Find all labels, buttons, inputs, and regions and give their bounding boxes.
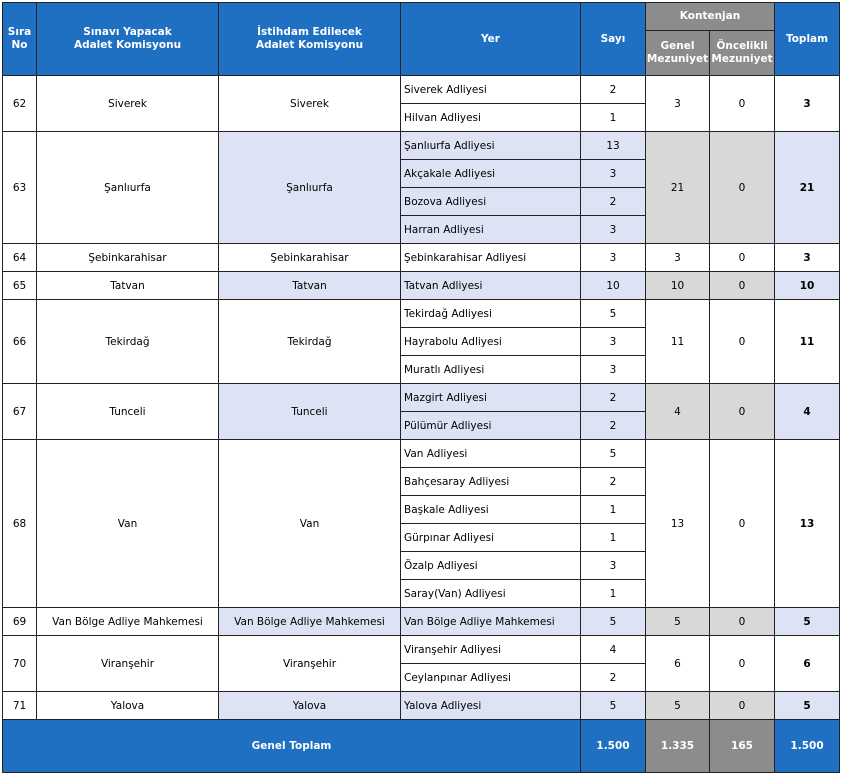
sinavi-yapacak-komisyon-cell: Van bbox=[37, 440, 219, 608]
header-sayi: Sayı bbox=[581, 3, 646, 76]
sayi-cell: 5 bbox=[581, 692, 646, 720]
table-row bbox=[3, 244, 840, 272]
oncelikli-mezuniyet-cell: 0 bbox=[710, 244, 775, 272]
sayi-cell: 1 bbox=[581, 104, 646, 132]
total-sayi: 1.500 bbox=[581, 720, 646, 773]
istihdam-komisyon-cell: Van bbox=[219, 440, 401, 608]
toplam-cell: 4 bbox=[775, 384, 840, 440]
yer-cell: Yalova Adliyesi bbox=[401, 692, 581, 720]
oncelikli-mezuniyet-cell: 0 bbox=[710, 636, 775, 692]
istihdam-komisyon-cell: Şebinkarahisar bbox=[219, 244, 401, 272]
sinavi-yapacak-komisyon-cell: Yalova bbox=[37, 692, 219, 720]
sayi-cell: 3 bbox=[581, 216, 646, 244]
sayi-cell: 4 bbox=[581, 636, 646, 664]
kontenjan-table bbox=[2, 2, 840, 773]
genel-mezuniyet-cell: 4 bbox=[646, 384, 710, 440]
total-oncelikli: 165 bbox=[710, 720, 775, 773]
sira-no-cell: 67 bbox=[3, 384, 37, 440]
toplam-cell: 13 bbox=[775, 440, 840, 608]
sayi-cell: 3 bbox=[581, 356, 646, 384]
yer-cell: Bahçesaray Adliyesi bbox=[401, 468, 581, 496]
table-row bbox=[3, 384, 840, 412]
sayi-cell: 13 bbox=[581, 132, 646, 160]
oncelikli-mezuniyet-cell: 0 bbox=[710, 440, 775, 608]
yer-cell: Pülümür Adliyesi bbox=[401, 412, 581, 440]
sayi-cell: 2 bbox=[581, 76, 646, 104]
sayi-cell: 3 bbox=[581, 328, 646, 356]
genel-mezuniyet-cell: 3 bbox=[646, 244, 710, 272]
istihdam-komisyon-cell: Van Bölge Adliye Mahkemesi bbox=[219, 608, 401, 636]
table-row bbox=[3, 272, 840, 300]
header-kontenjan: Kontenjan bbox=[646, 3, 775, 31]
genel-mezuniyet-cell: 13 bbox=[646, 440, 710, 608]
table-row bbox=[3, 440, 840, 468]
header-sinavi-yapacak-komisyon: Sınavı Yapacak Adalet Komisyonu bbox=[37, 3, 219, 76]
sinavi-yapacak-komisyon-cell: Şebinkarahisar bbox=[37, 244, 219, 272]
istihdam-komisyon-cell: Yalova bbox=[219, 692, 401, 720]
yer-cell: Mazgirt Adliyesi bbox=[401, 384, 581, 412]
total-genel: 1.335 bbox=[646, 720, 710, 773]
sayi-cell: 1 bbox=[581, 580, 646, 608]
istihdam-komisyon-cell: Tunceli bbox=[219, 384, 401, 440]
sinavi-yapacak-komisyon-cell: Siverek bbox=[37, 76, 219, 132]
oncelikli-mezuniyet-cell: 0 bbox=[710, 132, 775, 244]
sira-no-cell: 69 bbox=[3, 608, 37, 636]
yer-cell: Siverek Adliyesi bbox=[401, 76, 581, 104]
sayi-cell: 1 bbox=[581, 524, 646, 552]
sayi-cell: 3 bbox=[581, 244, 646, 272]
sinavi-yapacak-komisyon-cell: Tatvan bbox=[37, 272, 219, 300]
yer-cell: Hayrabolu Adliyesi bbox=[401, 328, 581, 356]
toplam-cell: 3 bbox=[775, 244, 840, 272]
header-toplam: Toplam bbox=[775, 3, 840, 76]
toplam-cell: 5 bbox=[775, 608, 840, 636]
sira-no-cell: 64 bbox=[3, 244, 37, 272]
yer-cell: Saray(Van) Adliyesi bbox=[401, 580, 581, 608]
toplam-cell: 6 bbox=[775, 636, 840, 692]
yer-cell: Özalp Adliyesi bbox=[401, 552, 581, 580]
toplam-cell: 3 bbox=[775, 76, 840, 132]
header-sira-no: Sıra No bbox=[3, 3, 37, 76]
oncelikli-mezuniyet-cell: 0 bbox=[710, 300, 775, 384]
yer-cell: Hilvan Adliyesi bbox=[401, 104, 581, 132]
sira-no-cell: 63 bbox=[3, 132, 37, 244]
yer-cell: Akçakale Adliyesi bbox=[401, 160, 581, 188]
sayi-cell: 10 bbox=[581, 272, 646, 300]
istihdam-komisyon-cell: Tatvan bbox=[219, 272, 401, 300]
genel-mezuniyet-cell: 3 bbox=[646, 76, 710, 132]
oncelikli-mezuniyet-cell: 0 bbox=[710, 608, 775, 636]
header-genel-mezuniyet: Genel Mezuniyet bbox=[646, 31, 710, 76]
toplam-cell: 11 bbox=[775, 300, 840, 384]
genel-mezuniyet-cell: 6 bbox=[646, 636, 710, 692]
total-row bbox=[3, 720, 840, 773]
table-row bbox=[3, 132, 840, 160]
yer-cell: Van Bölge Adliye Mahkemesi bbox=[401, 608, 581, 636]
sayi-cell: 5 bbox=[581, 300, 646, 328]
header-oncelikli-mezuniyet: Öncelikli Mezuniyet bbox=[710, 31, 775, 76]
sira-no-cell: 71 bbox=[3, 692, 37, 720]
sayi-cell: 2 bbox=[581, 468, 646, 496]
yer-cell: Gürpınar Adliyesi bbox=[401, 524, 581, 552]
sinavi-yapacak-komisyon-cell: Tekirdağ bbox=[37, 300, 219, 384]
oncelikli-mezuniyet-cell: 0 bbox=[710, 76, 775, 132]
istihdam-komisyon-cell: Viranşehir bbox=[219, 636, 401, 692]
genel-mezuniyet-cell: 5 bbox=[646, 608, 710, 636]
table-row bbox=[3, 608, 840, 636]
genel-mezuniyet-cell: 11 bbox=[646, 300, 710, 384]
yer-cell: Başkale Adliyesi bbox=[401, 496, 581, 524]
sira-no-cell: 62 bbox=[3, 76, 37, 132]
sayi-cell: 1 bbox=[581, 496, 646, 524]
sayi-cell: 3 bbox=[581, 552, 646, 580]
toplam-cell: 10 bbox=[775, 272, 840, 300]
sayi-cell: 5 bbox=[581, 608, 646, 636]
sayi-cell: 2 bbox=[581, 664, 646, 692]
sira-no-cell: 65 bbox=[3, 272, 37, 300]
header-yer: Yer bbox=[401, 3, 581, 76]
sayi-cell: 2 bbox=[581, 412, 646, 440]
sayi-cell: 3 bbox=[581, 160, 646, 188]
table-row bbox=[3, 76, 840, 104]
istihdam-komisyon-cell: Şanlıurfa bbox=[219, 132, 401, 244]
yer-cell: Tatvan Adliyesi bbox=[401, 272, 581, 300]
oncelikli-mezuniyet-cell: 0 bbox=[710, 272, 775, 300]
table-row bbox=[3, 300, 840, 328]
table-body bbox=[3, 76, 840, 720]
sayi-cell: 5 bbox=[581, 440, 646, 468]
sayi-cell: 2 bbox=[581, 188, 646, 216]
genel-mezuniyet-cell: 5 bbox=[646, 692, 710, 720]
oncelikli-mezuniyet-cell: 0 bbox=[710, 384, 775, 440]
yer-cell: Şanlıurfa Adliyesi bbox=[401, 132, 581, 160]
total-label: Genel Toplam bbox=[3, 720, 581, 773]
istihdam-komisyon-cell: Siverek bbox=[219, 76, 401, 132]
genel-mezuniyet-cell: 21 bbox=[646, 132, 710, 244]
sira-no-cell: 66 bbox=[3, 300, 37, 384]
toplam-cell: 21 bbox=[775, 132, 840, 244]
total-toplam: 1.500 bbox=[775, 720, 840, 773]
sinavi-yapacak-komisyon-cell: Şanlıurfa bbox=[37, 132, 219, 244]
yer-cell: Viranşehir Adliyesi bbox=[401, 636, 581, 664]
toplam-cell: 5 bbox=[775, 692, 840, 720]
sira-no-cell: 70 bbox=[3, 636, 37, 692]
yer-cell: Bozova Adliyesi bbox=[401, 188, 581, 216]
istihdam-komisyon-cell: Tekirdağ bbox=[219, 300, 401, 384]
sinavi-yapacak-komisyon-cell: Tunceli bbox=[37, 384, 219, 440]
yer-cell: Van Adliyesi bbox=[401, 440, 581, 468]
genel-mezuniyet-cell: 10 bbox=[646, 272, 710, 300]
header-istihdam-komisyon: İstihdam Edilecek Adalet Komisyonu bbox=[219, 3, 401, 76]
sira-no-cell: 68 bbox=[3, 440, 37, 608]
yer-cell: Ceylanpınar Adliyesi bbox=[401, 664, 581, 692]
table-row bbox=[3, 636, 840, 664]
oncelikli-mezuniyet-cell: 0 bbox=[710, 692, 775, 720]
sinavi-yapacak-komisyon-cell: Van Bölge Adliye Mahkemesi bbox=[37, 608, 219, 636]
yer-cell: Tekirdağ Adliyesi bbox=[401, 300, 581, 328]
sayi-cell: 2 bbox=[581, 384, 646, 412]
table-row bbox=[3, 692, 840, 720]
yer-cell: Harran Adliyesi bbox=[401, 216, 581, 244]
yer-cell: Muratlı Adliyesi bbox=[401, 356, 581, 384]
sinavi-yapacak-komisyon-cell: Viranşehir bbox=[37, 636, 219, 692]
yer-cell: Şebinkarahisar Adliyesi bbox=[401, 244, 581, 272]
